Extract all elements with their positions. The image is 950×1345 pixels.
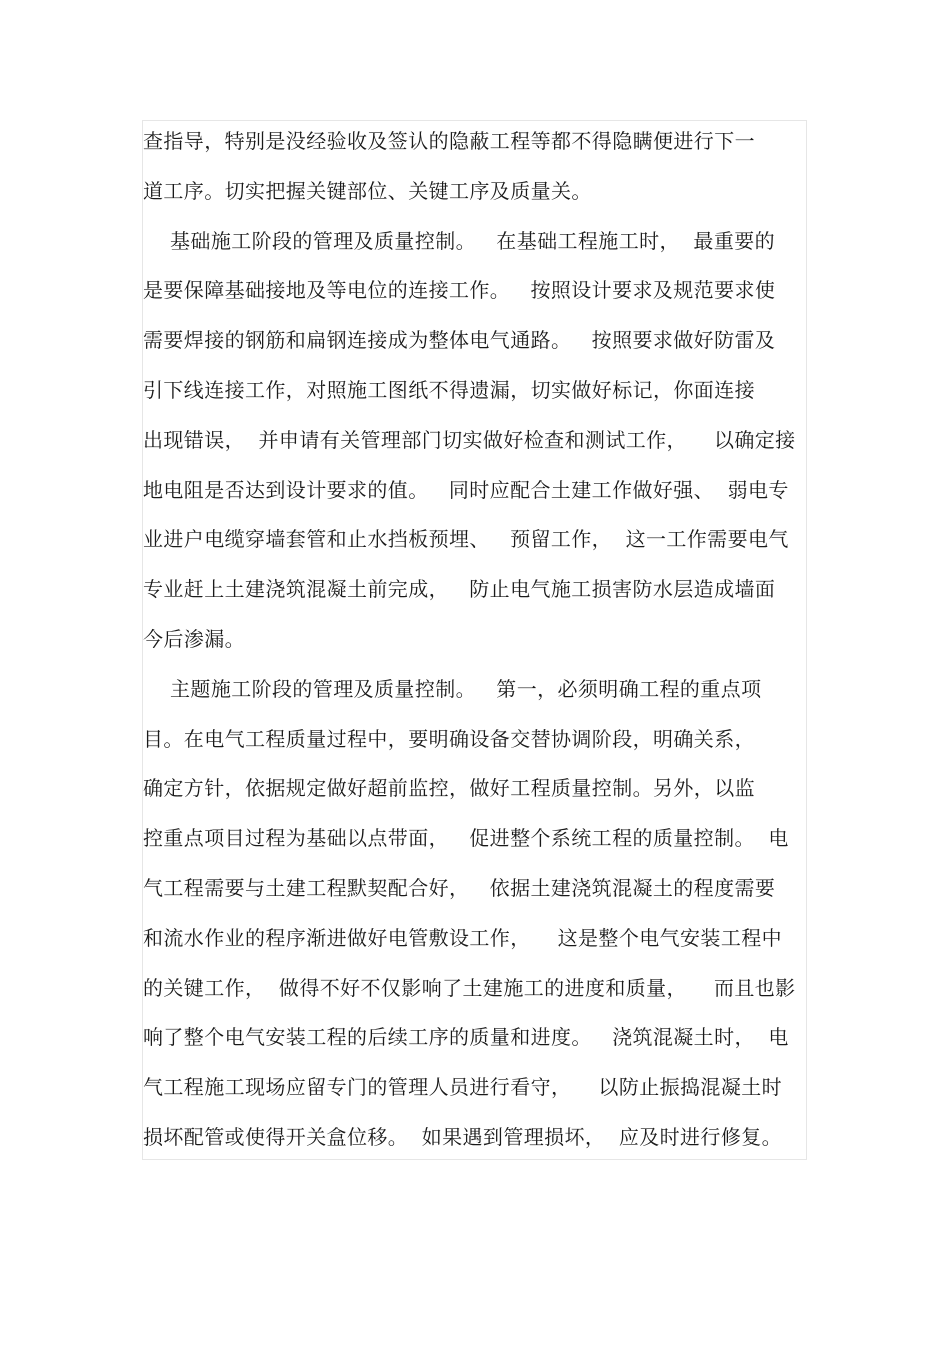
text-line: 主题施工阶段的管理及质量控制。 第一，必须明确工程的重点项 (143, 676, 762, 701)
text-line: 今后渗漏。 (143, 626, 245, 651)
text-line: 基础施工阶段的管理及质量控制。 在基础工程施工时， 最重要的 (143, 228, 776, 253)
text-line: 地电阻是否达到设计要求的值。 同时应配合土建工作做好强、 弱电专 (143, 477, 789, 502)
text-line: 和流水作业的程序渐进做好电管敷设工作， 这是整个电气安装工程中 (143, 925, 783, 950)
text-line: 专业赶上土建浇筑混凝土前完成， 防止电气施工损害防水层造成墙面 (143, 577, 776, 602)
text-line: 需要焊接的钢筋和扁钢连接成为整体电气通路。 按照要求做好防雷及 (143, 328, 776, 353)
text-line: 确定方针，依据规定做好超前监控，做好工程质量控制。另外，以监 (143, 776, 755, 801)
text-line: 的关键工作， 做得不好不仅影响了土建施工的进度和质量， 而且也影 (143, 975, 796, 1000)
text-line: 引下线连接工作，对照施工图纸不得遗漏，切实做好标记，你面连接 (143, 377, 755, 402)
text-line: 是要保障基础接地及等电位的连接工作。 按照设计要求及规范要求使 (143, 278, 776, 303)
document-body (143, 117, 823, 1163)
text-line: 气工程施工现场应留专门的管理人员进行看守， 以防止振捣混凝土时 (143, 1075, 783, 1100)
text-line: 出现错误， 并申请有关管理部门切实做好检查和测试工作， 以确定接 (143, 427, 796, 452)
text-line: 损坏配管或使得开关盒位移。 如果遇到管理损坏， 应及时进行修复。 (143, 1124, 783, 1149)
text-line: 道工序。切实把握关键部位、关键工序及质量关。 (143, 178, 592, 203)
text-line: 响了整个电气安装工程的后续工序的质量和进度。 浇筑混凝土时， 电 (143, 1025, 789, 1050)
text-line: 业进户电缆穿墙套管和止水挡板预埋、 预留工作， 这一工作需要电气 (143, 527, 789, 552)
text-line: 控重点项目过程为基础以点带面， 促进整个系统工程的质量控制。 电 (143, 826, 789, 851)
text-line: 查指导，特别是没经验收及签认的隐蔽工程等都不得隐瞒便进行下一 (143, 129, 755, 153)
text-line: 气工程需要与土建工程默契配合好， 依据土建浇筑混凝土的程度需要 (143, 875, 776, 900)
text-line: 目。在电气工程质量过程中，要明确设备交替协调阶段，明确关系， (143, 726, 755, 751)
